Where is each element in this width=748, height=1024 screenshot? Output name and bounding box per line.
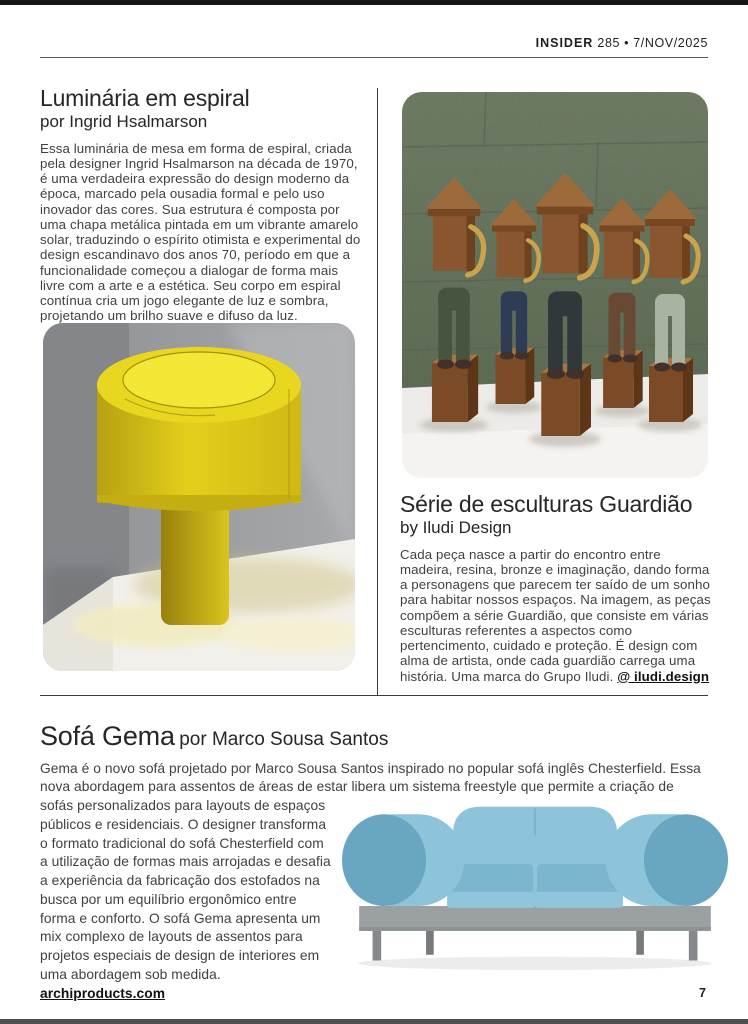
sculptures-illustration: [402, 92, 708, 478]
issue-number: 285: [597, 36, 621, 50]
header-rule: [40, 57, 708, 58]
archiproducts-link[interactable]: archiproducts.com: [40, 985, 166, 1001]
article-sofa-title: Sofá Gema: [40, 721, 175, 751]
sofa-photo: [340, 799, 730, 971]
article-sculptures-body-text: Cada peça nasce a partir do encontro entre madeira, resina, bronze e imaginação, dando forma a personagens que parecem ter saído de um sonho para habitar nossos espaços. Na imagem, as peças compõem a série Guardião, que consiste em várias esculturas referentes a aspectos como pertencimento, cuidado e proteção. É design com alma de artista, onde cada guardião carrega uma história. Uma marca do Grupo Iludi.: [400, 546, 711, 684]
article-sofa-byline: por Marco Sousa Santos: [179, 729, 389, 750]
article-lamp-body: Essa luminária de mesa em forma de espiral, criada pela designer Ingrid Hsalmarson na década de 1970, é uma verdadeira expressão do design moderno da época, marcado pela ousadia formal e pelo uso inovador das cores. Sua estrutura é composta por uma chapa metálica pintada em um vibrante amarelo solar, traduzindo o espírito otimista e experimental do design escandinavo dos anos 70, período em que a funcionalidade começou a dialogar de forma mais livre com a arte e a estética. Seu corpo em espiral contínua cria um jogo elegante de luz e sombra, projetando um brilho suave e difuso da luz.: [40, 140, 361, 324]
article-sofa-titleline: [40, 722, 710, 752]
separator-dot: •: [624, 36, 630, 50]
lamp-illustration: [43, 323, 355, 671]
sculptures-photo: [402, 92, 708, 478]
bottom-edge-bar: [0, 1019, 748, 1024]
section-divider: [40, 695, 708, 696]
lamp-photo: [43, 323, 355, 671]
article-sculptures-body: [400, 547, 712, 684]
article-lamp: [40, 86, 366, 323]
article-sofa-body-intro: Gema é o novo sofá projetado por Marco Sousa Santos inspirado no popular sofá inglês Chesterfield. Essa nova abordagem para assentos de áreas de estar libera um sistema freestyle que permite a criação de sofás personalizados para: [40, 760, 701, 814]
page-header: [536, 36, 708, 50]
column-divider: [377, 88, 378, 695]
sofa-illustration: [340, 799, 730, 971]
page-number: 7: [699, 986, 706, 1000]
article-sofa-body: [40, 760, 710, 1004]
article-sofa-body-rest: layouts de espaços públicos e residenciais. O designer transforma o formato tradicional do sofá Chesterfield com a utilização de formas mais arrojadas e desafia a experiência da fabricação dos estofados na busca por um equilíbrio ergonômico entre forma e conforto. O sofá Gema apresenta um mix complexo de layouts de assentos para projetos especiais de design de interiores em uma abordagem sob medida.: [40, 798, 331, 982]
iludi-design-link[interactable]: @ iludi.design: [617, 668, 710, 684]
article-lamp-title: Luminária em espiral: [40, 85, 250, 111]
top-edge-bar: [0, 0, 748, 5]
article-sculptures: [400, 492, 712, 684]
article-sculptures-title: Série de esculturas Guardião: [400, 491, 693, 517]
article-lamp-byline: por Ingrid Hsalmarson: [40, 111, 208, 131]
magazine-name: INSIDER: [535, 36, 594, 50]
article-sofa: [40, 722, 710, 1003]
issue-date: 7/NOV/2025: [633, 36, 708, 50]
article-sculptures-byline: by Iludi Design: [400, 517, 512, 537]
